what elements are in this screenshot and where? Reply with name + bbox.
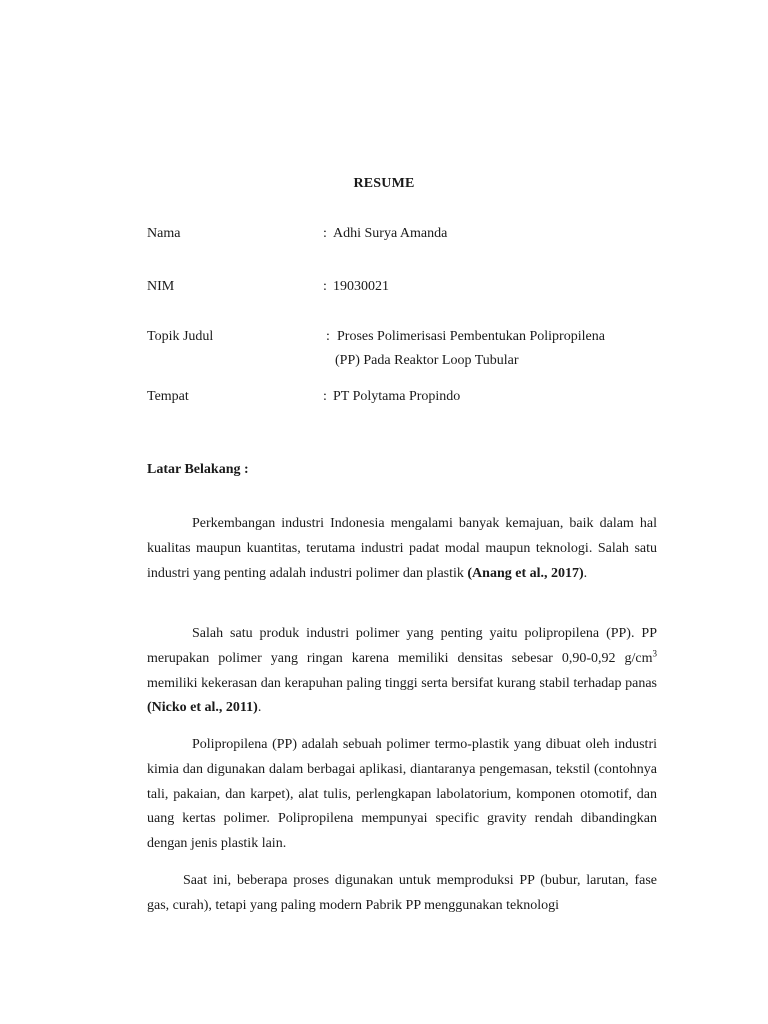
paragraph-1 — [147, 512, 657, 586]
paragraph-text-continued: memiliki kekerasan dan kerapuhan paling tinggi serta bersifat kurang stabil terhadap panas — [147, 675, 657, 691]
paragraph-end: . — [583, 565, 588, 581]
field-label: Nama — [147, 226, 181, 241]
field-value: PT Polytama Propindo — [333, 389, 461, 404]
paragraph-3 — [147, 733, 657, 857]
field-separator: : — [323, 389, 327, 404]
citation: (Nicko et al., 2011) — [147, 700, 258, 716]
field-topik-judul — [147, 325, 667, 375]
paragraph-4 — [147, 869, 657, 919]
paragraph-text: Perkembangan industri Indonesia mengalami banyak kemajuan, baik dalam hal kualitas maupun kuantitas, terutama industri padat modal maupun teknologi. Salah satu industri yang penting adalah industri polimer dan plastik — [147, 516, 657, 581]
paragraph-text: Polipropilena (PP) adalah sebuah polimer termo-plastik yang dibuat oleh industri kimia dan digunakan dalam berbagai aplikasi, diantaranya pengemasan, tekstil (contohnya tali, pakaian, dan karpet), alat tulis, perlengkapan labolatorium, komponen otomotif, dan uang kertas polimer. Polipropilena mempunyai specific gravity rendah dibandingkan dengan jenis plastik lain. — [147, 737, 657, 852]
paragraph-text: Saat ini, beberapa proses digunakan untuk memproduksi PP (bubur, larutan, fase gas, curah), tetapi yang paling modern Pabrik PP menggunakan teknologi — [147, 873, 657, 913]
field-separator: : — [323, 226, 327, 241]
field-value: Adhi Surya Amanda — [333, 226, 448, 241]
paragraph-end: . — [257, 700, 262, 716]
field-label: Topik Judul — [147, 329, 214, 344]
section-title-latar-belakang: Latar Belakang : — [147, 462, 249, 477]
field-value-line2: (PP) Pada Reaktor Loop Tubular — [335, 353, 519, 368]
citation: (Anang et al., 2017) — [467, 565, 584, 581]
field-label: Tempat — [147, 389, 189, 404]
field-value: 19030021 — [333, 279, 389, 294]
field-separator: : — [326, 329, 330, 344]
document-title: RESUME — [353, 176, 415, 191]
field-separator: : — [323, 279, 327, 294]
field-value-line1: Proses Polimerisasi Pembentukan Polipropilena — [337, 329, 605, 344]
field-label: NIM — [147, 279, 175, 294]
superscript: 3 — [652, 648, 657, 659]
paragraph-2 — [147, 622, 657, 721]
paragraph-text: Salah satu produk industri polimer yang penting yaitu polipropilena (PP). PP merupakan polimer yang ringan karena memiliki densitas sebesar 0,90-0,92 g/cm — [147, 626, 657, 666]
